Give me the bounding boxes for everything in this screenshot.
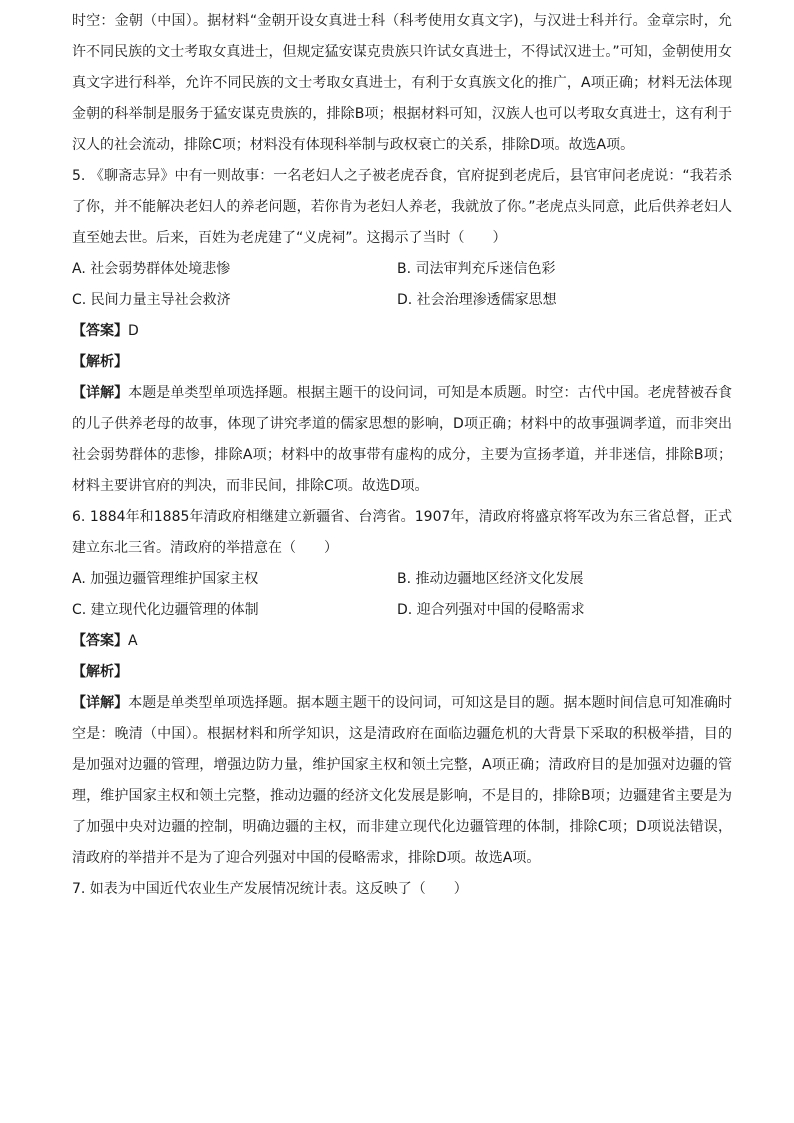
question-6-options xyxy=(72,564,732,626)
question-5-option-a: A. 社会弱势群体处境悲惨 xyxy=(72,261,231,277)
question-5-option-b: B. 司法审判充斥迷信色彩 xyxy=(397,261,556,277)
question-6-analysis xyxy=(72,657,732,688)
question-5-option-d: D. 社会治理渗透儒家思想 xyxy=(397,292,557,308)
detail-label: 【详解】 xyxy=(72,695,129,711)
question-6-stem: 6. 1884年和1885年清政府相继建立新疆省、台湾省。1907年，清政府将盛京将军改为东三省总督，正式建立东北三省。清政府的举措意在（ ） xyxy=(72,509,732,556)
question-7-stem: 7. 如表为中国近代农业生产发展情况统计表。这反映了（ ） xyxy=(72,881,468,897)
page-content xyxy=(72,6,732,905)
question-6-answer xyxy=(72,626,732,657)
detail-text: 本题是单类型单项选择题。根据主题干的设问词，可知是本质题。时空：古代中国。老虎替被吞食的儿子供养老母的故事，体现了讲究孝道的儒家思想的影响，D项正确；材料中的故事强调孝道，而非突出社会弱势群体的悲惨，排除A项；材料中的故事带有虚构的成分，主要为宣扬孝道，并非迷信，排除B项；材料主要讲官府的判决，而非民间，排除C项。故选D项。 xyxy=(72,385,733,494)
question-6-option-d: D. 迎合列强对中国的侵略需求 xyxy=(397,602,585,618)
question-5-analysis xyxy=(72,347,732,378)
detail-label: 【详解】 xyxy=(72,385,129,401)
detail-text: 本题是单类型单项选择题。据本题主题干的设问词，可知这是目的题。据本题时间信息可知准确时空是：晚清（中国）。根据材料和所学知识，这是清政府在面临边疆危机的大背景下采取的积极举措，目的是加强对边疆的管理，增强边防力量，维护国家主权和领土完整，A项正确；清政府目的是加强对边疆的管理，维护国家主权和领土完整，推动边疆的经济文化发展是影响，不是目的，排除B项；边疆建省主要是为了加强中央对边疆的控制，明确边疆的主权，而非建立现代化边疆管理的体制，排除C项；D项说法错误，清政府的举措并不是为了迎合列强对中国的侵略需求，排除D项。故选A项。 xyxy=(72,695,733,866)
question-6-option-c: C. 建立现代化边疆管理的体制 xyxy=(72,602,259,618)
answer-value: A xyxy=(128,633,138,649)
analysis-label: 【解析】 xyxy=(72,664,128,680)
question-5-options xyxy=(72,254,732,316)
answer-label: 【答案】 xyxy=(72,323,128,339)
question-5-stem: 5. 《聊斋志异》中有一则故事：一名老妇人之子被老虎吞食，官府捉到老虎后，县官审问老虎说：“我若杀了你，并不能解决老妇人的养老问题，若你肯为老妇人养老，我就放了你。”老虎点头同意，此后供养老妇人直至她去世。后来，百姓为老虎建了“义虎祠”。这揭示了当时（ ） xyxy=(72,168,732,246)
question-5-option-c: C. 民间力量主导社会救济 xyxy=(72,292,231,308)
prev-explanation: 时空：金朝（中国）。据材料“金朝开设女真进士科（科考使用女真文字)，与汉进士科并行。金章宗时，允许不同民族的文士考取女真进士，但规定猛安谋克贵族只许试女真进士，不得试汉进士。”可知，金朝使用女真文字进行科举，允许不同民族的文士考取女真进士，有利于女真族文化的推广，A项正确；材料无法体现金朝的科举制是服务于猛安谋克贵族的，排除B项；根据材料可知，汉族人也可以考取女真进士，这有利于汉人的社会流动，排除C项；材料没有体现科举制与政权衰亡的关系，排除D项。故选A项。 xyxy=(72,13,732,153)
answer-label: 【答案】 xyxy=(72,633,128,649)
question-5-answer xyxy=(72,316,732,347)
question-6-option-b: B. 推动边疆地区经济文化发展 xyxy=(397,571,584,587)
analysis-label: 【解析】 xyxy=(72,354,128,370)
question-6-detail xyxy=(72,688,732,874)
question-5-detail xyxy=(72,378,732,502)
answer-value: D xyxy=(128,323,139,339)
question-6-option-a: A. 加强边疆管理维护国家主权 xyxy=(72,571,259,587)
